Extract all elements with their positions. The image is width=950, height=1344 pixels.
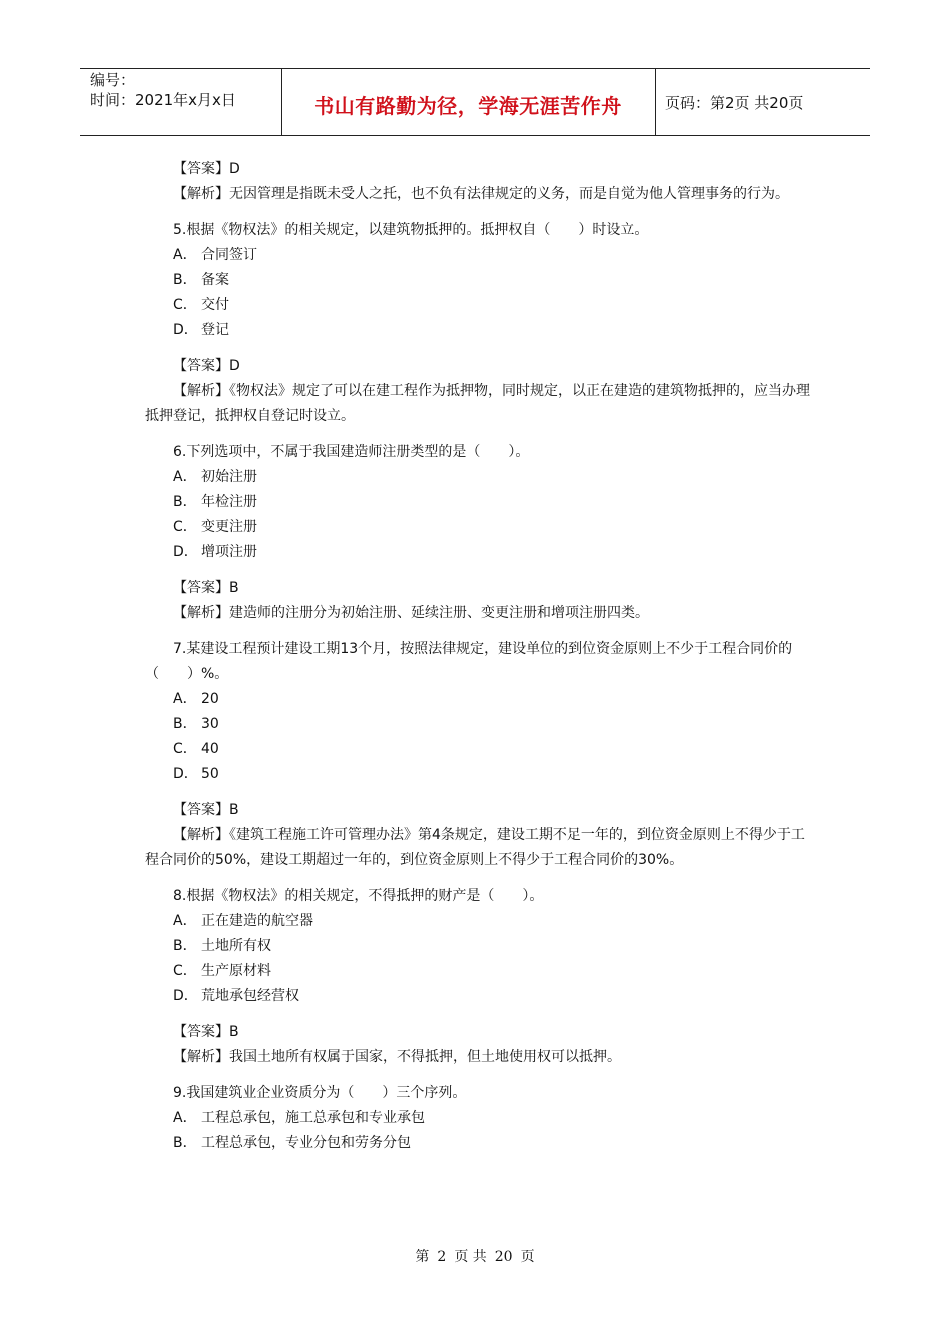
analysis-paragraph: 【解析】无因管理是指既未受人之托，也不负有法律规定的义务，而是自觉为他人管理事务的行为。 [173,186,789,202]
question-stem: 6.下列选项中，不属于我国建造师注册类型的是（ ）。 [173,444,530,460]
analysis-paragraph: 【解析】《建筑工程施工许可管理办法》第4条规定，建设工期不足一年的，到位资金原则上不得少于工程合同价的50%，建设工期超过一年的，到位资金原则上不得少于工程合同价的30%。 [145,827,805,868]
option-letter: A． [173,691,197,707]
header-bottom-rule [80,135,870,136]
option-text: 工程总承包，专业分包和劳务分包 [201,1135,411,1151]
footer-mid: 页 共 [454,1249,487,1265]
option-text: 40 [201,741,219,757]
answer-line: 【答案】D [173,161,240,177]
option-letter: A． [173,247,197,263]
block-gap [145,565,817,576]
option-text: 20 [201,691,219,707]
answer-option [145,687,817,712]
option-text: 荒地承包经营权 [201,988,299,1004]
option-text: 50 [201,766,219,782]
answer-line: 【答案】B [173,580,239,596]
answer-option [145,984,817,1009]
option-letter: B． [173,938,197,954]
question-stem: 8.根据《物权法》的相关规定，不得抵押的财产是（ ）。 [173,888,544,904]
option-text: 交付 [201,297,229,313]
header-divider-right [655,68,656,136]
option-text: 初始注册 [201,469,257,485]
answer-option [145,243,817,268]
analysis-paragraph: 【解析】我国土地所有权属于国家，不得抵押，但土地使用权可以抵押。 [173,1049,621,1065]
option-letter: A． [173,1110,197,1126]
block-gap [145,207,817,218]
answer-option [145,540,817,565]
page-footer [0,1246,950,1266]
option-text: 备案 [201,272,229,288]
answer-option [145,318,817,343]
question-stem: 9.我国建筑业企业资质分为（ ）三个序列。 [173,1085,467,1101]
option-letter: A． [173,913,197,929]
answer-option [145,1131,817,1156]
header-motto: 书山有路勤为径，学海无涯苦作舟 [314,94,622,118]
footer-total-pages: 20 [494,1249,513,1265]
answer-option [145,959,817,984]
answer-option [145,712,817,737]
option-letter: B． [173,716,197,732]
analysis-paragraph: 【解析】建造师的注册分为初始注册、延续注册、变更注册和增项注册四类。 [173,605,649,621]
answer-option [145,1106,817,1131]
block-gap [145,787,817,798]
option-letter: B． [173,272,197,288]
option-text: 30 [201,716,219,732]
option-text: 登记 [201,322,229,338]
answer-option [145,515,817,540]
option-text: 生产原材料 [201,963,271,979]
answer-option [145,909,817,934]
time-label: 时间：2021年x月x日 [90,91,236,109]
question-stem: 5.根据《物权法》的相关规定，以建筑物抵押的。抵押权自（ ）时设立。 [173,222,649,238]
option-letter: A． [173,469,197,485]
block-gap [145,873,817,884]
analysis-paragraph: 【解析】《物权法》规定了可以在建工程作为抵押物，同时规定，以正在建造的建筑物抵押的，应当办理抵押登记，抵押权自登记时设立。 [145,383,810,424]
option-letter: B． [173,1135,197,1151]
option-letter: D． [173,322,198,338]
answer-option [145,490,817,515]
option-text: 土地所有权 [201,938,271,954]
footer-prefix: 第 [415,1249,430,1265]
block-gap [145,626,817,637]
answer-line: 【答案】B [173,1024,239,1040]
block-gap [145,1009,817,1020]
option-letter: B． [173,494,197,510]
serial-label: 编号： [90,71,136,89]
option-letter: C． [173,741,197,757]
header-top-rule [80,68,870,69]
answer-option [145,293,817,318]
answer-option [145,934,817,959]
answer-option [145,737,817,762]
answer-option [145,762,817,787]
option-letter: C． [173,963,197,979]
option-letter: C． [173,297,197,313]
option-letter: C． [173,519,197,535]
option-text: 合同签订 [201,247,257,263]
question-stem: 7.某建设工程预计建设工期13个月，按照法律规定，建设单位的到位资金原则上不少于工程合同价的（ ）%。 [145,641,793,682]
answer-option [145,465,817,490]
document-body [145,157,817,1156]
option-text: 正在建造的航空器 [201,913,313,929]
option-text: 年检注册 [201,494,257,510]
answer-line: 【答案】B [173,802,239,818]
option-letter: D． [173,766,198,782]
option-letter: D． [173,988,198,1004]
block-gap [145,429,817,440]
answer-option [145,268,817,293]
option-text: 变更注册 [201,519,257,535]
option-text: 增项注册 [201,544,257,560]
option-text: 工程总承包，施工总承包和专业承包 [201,1110,425,1126]
block-gap [145,343,817,354]
option-letter: D． [173,544,198,560]
footer-page-number: 2 [437,1249,447,1265]
header-meta [90,70,236,110]
block-gap [145,1070,817,1081]
header-page-info: 页码：第2页 共20页 [665,94,804,112]
answer-line: 【答案】D [173,358,240,374]
footer-suffix: 页 [520,1249,535,1265]
